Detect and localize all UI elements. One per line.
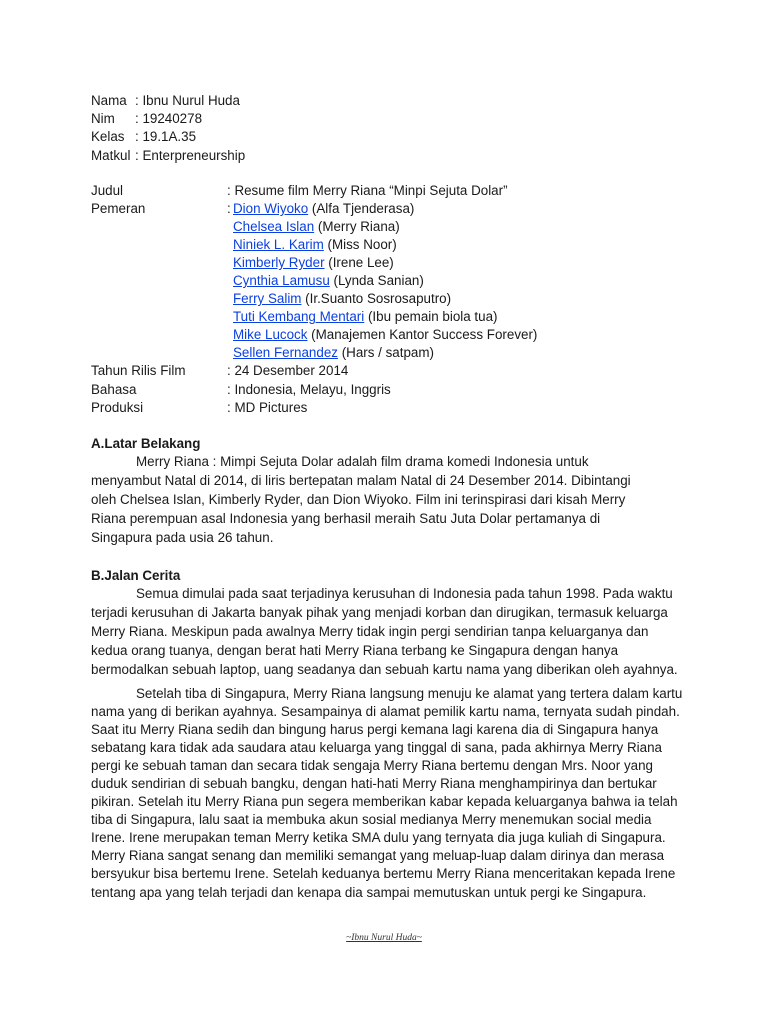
cast-link[interactable]: Chelsea Islan (233, 219, 315, 235)
paragraph: Setelah tiba di Singapura, Merry Riana langsung menuju ke alamat yang tertera dalam kartu nama yang di berikan ayahnya. Sesampainya di alamat pemilik kartu nama, ternyata sudah pindah. Saat itu Merry Riana sedih dan bingung harus pergi kemana lagi karena dia di Singapura hanya sebatang kara tidak ada saudara atau keluarga yang tinggal di sana, pada akhirnya Merry Riana pergi ke sebuah taman dan secara tidak sengaja Merry Riana bertemu dengan Mrs. Noor yang duduk sendirian di sebuah bangku, dengan hati-hati Merry Riana menghampirinya dan bertukar pikiran. Setelah itu Merry Riana pun segera memberikan kabar kepada keluarganya bahwa ia telah tiba di Singapura, lalu saat ia membuka akun sosial medianya Merry menemukan social media Irene. Irene merupakan teman Merry ketika SMA dulu yang ternyata dia juga kuliah di Singapura. Merry Riana sangat senang dan memiliki semangat yang meluap-luap dalam dirinya dan merasa bersyukur bisa bertemu Irene. Setelah keduanya bertemu Merry Riana menceritakan kepada Irene tentang apa yang telah terjadi dan kenapa dia sampai memutuskan untuk pergi ke Singapura. (91, 686, 683, 900)
meta-row-cast (91, 272, 537, 290)
section-jalan-cerita-continued (91, 685, 691, 902)
info-row-nama (91, 92, 245, 110)
info-value: : 19240278 (135, 111, 203, 127)
film-meta (91, 182, 537, 417)
meta-row-cast (91, 290, 537, 308)
section-title: B.Jalan Cerita (91, 568, 181, 583)
meta-row-produksi (91, 399, 537, 417)
meta-row-cast (91, 254, 537, 272)
cast-role: (Ibu pemain biola tua) (364, 309, 498, 325)
cast-role: (Lynda Sanian) (329, 273, 424, 289)
cast-role: (Manajemen Kantor Success Forever) (307, 327, 538, 343)
meta-row-cast (91, 344, 537, 362)
cast-link[interactable]: Niniek L. Karim (233, 237, 324, 253)
meta-value: : Resume film Merry Riana “Minpi Sejuta Dolar” (227, 183, 508, 198)
info-row-kelas (91, 128, 245, 146)
cast-role: (Alfa Tjenderasa) (308, 201, 415, 217)
info-value: : Enterpreneurship (135, 147, 246, 163)
meta-label: Pemeran (91, 201, 146, 217)
meta-row-cast (91, 308, 537, 326)
meta-label: Bahasa (91, 381, 137, 397)
cast-item (233, 218, 400, 236)
cast-link[interactable]: Ferry Salim (233, 291, 302, 307)
info-label: Kelas (91, 129, 125, 145)
meta-row-cast (91, 218, 537, 236)
info-row-matkul (91, 147, 245, 165)
cast-role: (Hars / satpam) (337, 345, 434, 361)
meta-label: Produksi (91, 399, 144, 415)
cast-item (233, 290, 451, 308)
student-info (91, 92, 245, 165)
section-title: A.Latar Belakang (91, 436, 201, 451)
meta-row-cast (91, 236, 537, 254)
cast-item (233, 200, 414, 218)
cast-item (233, 326, 537, 344)
section-jalan-cerita (91, 566, 691, 680)
meta-row-judul (91, 182, 537, 200)
info-row-nim (91, 110, 245, 128)
cast-link[interactable]: Sellen Fernandez (233, 345, 338, 361)
section-latar-belakang (91, 434, 691, 548)
paragraph: Semua dimulai pada saat terjadinya kerusuhan di Indonesia pada tahun 1998. Pada waktu terjadi kerusuhan di Jakarta banyak pihak yang menjadi korban dan dirugikan, termasuk keluarga Merry Riana. Meskipun pada awalnya Merry tidak ingin pergi sendirian tanpa keluarganya dan kedua orang tuanya, dengan berat hati Merry Riana terbang ke Singapura dengan hanya bermodalkan sebuah laptop, uang seadanya dan sebuah kartu nama yang diberikan oleh ayahnya. (91, 586, 678, 677)
info-label: Nim (91, 111, 115, 127)
paragraph: Merry Riana : Mimpi Sejuta Dolar adalah film drama komedi Indonesia untuk menyambut Natal di 2014, di liris bertepatan malam Natal di 24 Desember 2014. Dibintangi oleh Chelsea Islan, Kimberly Ryder, dan Dion Wiyoko. Film ini terinspirasi dari kisah Merry Riana perempuan asal Indonesia yang berhasil meraih Satu Juta Dolar pertamanya di Singapura pada usia 26 tahun. (91, 454, 631, 545)
meta-colon: : (227, 201, 231, 217)
meta-value: : Indonesia, Melayu, Inggris (227, 381, 391, 397)
meta-label: Judul (91, 183, 124, 198)
meta-value: : MD Pictures (227, 399, 308, 415)
meta-row-bahasa (91, 381, 537, 399)
meta-row-tahun (91, 362, 537, 380)
info-value: : 19.1A.35 (135, 129, 197, 145)
cast-link[interactable]: Dion Wiyoko (233, 201, 309, 217)
cast-link[interactable]: Mike Lucock (233, 327, 308, 343)
meta-row-cast (91, 326, 537, 344)
cast-item (233, 254, 394, 272)
meta-label: Tahun Rilis Film (91, 363, 186, 379)
cast-role: (Irene Lee) (324, 255, 394, 271)
cast-link[interactable]: Kimberly Ryder (233, 255, 325, 271)
cast-role: (Merry Riana) (314, 219, 400, 235)
cast-link[interactable]: Tuti Kembang Mentari (233, 309, 365, 325)
meta-value: : 24 Desember 2014 (227, 363, 349, 379)
info-value: : Ibnu Nurul Huda (135, 93, 240, 108)
cast-item (233, 272, 424, 290)
footer-signature: ~Ibnu Nurul Huda~ (346, 933, 422, 943)
cast-role: (Ir.Suanto Sosrosaputro) (301, 291, 452, 307)
info-label: Matkul (91, 147, 131, 163)
meta-row-pemeran (91, 200, 537, 218)
cast-role: (Miss Noor) (323, 237, 397, 253)
cast-item (233, 236, 397, 254)
info-label: Nama (91, 93, 127, 108)
cast-item (233, 344, 434, 362)
cast-link[interactable]: Cynthia Lamusu (233, 273, 330, 289)
cast-item (233, 308, 498, 326)
